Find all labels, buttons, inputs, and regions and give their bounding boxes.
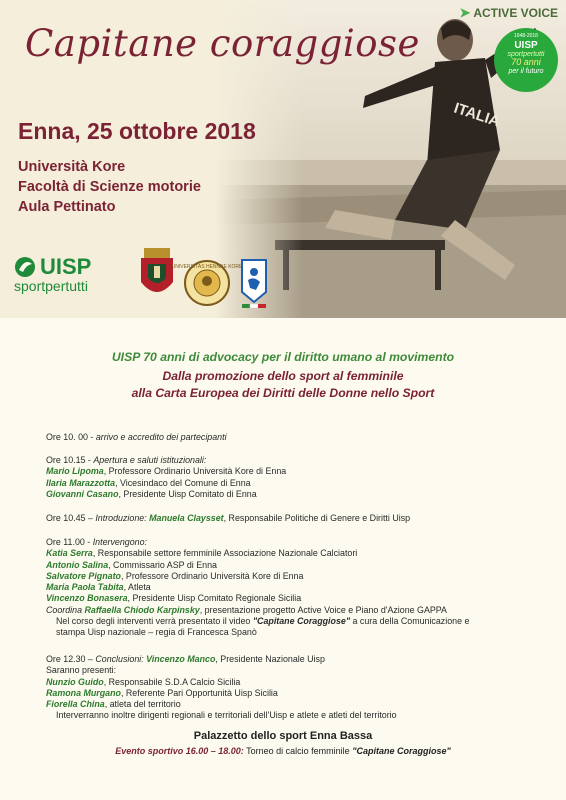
- video-note: Nel corso degli interventi verrà presentato il video "Capitane Coraggiose" a cura della Comunicazione e: [56, 616, 470, 627]
- uisp-leaf-icon: [14, 256, 36, 278]
- speaker-line: Salvatore Pignato, Professore Ordinario Università Kore di Enna: [46, 570, 304, 581]
- header-banner: [0, 0, 566, 318]
- speaker-line: Ramona Murgano, Referente Pari Opportunità Uisp Sicilia: [46, 687, 278, 698]
- speaker-line: Maria Paola Tabita, Atleta: [46, 582, 151, 593]
- tagline: UISP 70 anni di advocacy per il diritto umano al movimento: [111, 350, 455, 364]
- speaker-line: Ilaria Marazzotta, Vicesindaco del Comune di Enna: [46, 477, 251, 488]
- active-voice-logo: ➤ ACTIVE VOICE: [459, 5, 558, 20]
- speaker-line: Antonio Salina, Commissario ASP di Enna: [46, 559, 217, 570]
- speaker-line: Katia Serra, Responsabile settore femminile Associazione Nazionale Calciatori: [46, 548, 358, 559]
- content: [0, 318, 566, 402]
- program-block-arrival: Ore 10. 00 - arrivo e accredito dei partecipanti: [46, 432, 227, 442]
- video-note-credit: stampa Uisp nazionale – regia di Francesca Spanò: [56, 627, 257, 638]
- uisp-logo: UISP sportpertutti: [14, 254, 92, 294]
- speaker-line: Nunzio Guido, Responsabile S.D.A Calcio Sicilia: [46, 676, 241, 687]
- coordinator-line: Coordina Raffaella Chiodo Karpinsky, presentazione progetto Active Voice e Piano d'Azione GAPPA: [46, 604, 447, 615]
- uisp-70-anni-badge: 1948-2018 UISP sportpertutti 70 anni per il futuro: [494, 28, 558, 92]
- speaker-line: Fiorella China, atleta del territorio: [46, 699, 181, 710]
- active-voice-mark-icon: ➤: [459, 5, 471, 20]
- svg-text:UNIVERSITAS HENNAE KORE: UNIVERSITAS HENNAE KORE: [171, 264, 243, 270]
- program-block-introduction: Ore 10.45 – Introduzione: Manuela Claysset, Responsabile Politiche di Genere e Diritti Uisp: [46, 513, 411, 523]
- universita-kore-seal-icon: [171, 260, 243, 306]
- figc-logo-icon: [236, 258, 272, 310]
- speaker-line: Vincenzo Bonasera, Presidente Uisp Comitato Regionale Sicilia: [46, 593, 302, 604]
- program-block-conclusions: Ore 12.30 – Conclusioni: Vincenzo Manco, Presidente Nazionale Uisp Saranno presenti: Nunzio Guido, Responsabile S.D.A Calcio Sicilia Ramona Murgano, Referente Pari Opportunità Uisp Sicilia Fiorella China, atleta del territorio Interverranno inoltre dirigenti regionali e territoriali dell'Uisp e atlete e atleti del territorio: [46, 654, 546, 722]
- event-title: Capitane coraggiose: [25, 22, 420, 65]
- program-block-welcome: Ore 10.15 - Apertura e saluti istituzionali: Mario Lipoma, Professore Ordinario Università Kore di Enna Ilaria Marazzotta, Vicesindaco del Comune di Enna Giovanni Casano, Presidente Uisp Comitato di Enna: [46, 455, 546, 500]
- enna-crest-icon: [138, 248, 176, 302]
- venue-line: Aula Pettinato: [18, 199, 116, 215]
- subtagline: Dalla promozione dello sport al femminile alla Carta Europea dei Diritti delle Donne nello Sport: [131, 369, 435, 400]
- present-label: Saranno presenti:: [46, 665, 117, 676]
- venue-line: Facoltà di Scienze motorie: [18, 179, 201, 195]
- program-block-speakers: Ore 11.00 - Intervengono: Katia Serra, Responsabile settore femminile Associazione Nazionale Calciatori Antonio Salina, Commissario ASP di Enna Salvatore Pignato, Professore Ordinario Università Kore di Enna Maria Paola Tabita, Atleta Vincenzo Bonasera, Presidente Uisp Comitato Regionale Sicilia Coordina Raffaella Chiodo Karpinsky, presentazione progetto Active Voice e Piano d'Azione GAPPA Nel corso degli interventi verrà presentato il video "Capitane Coraggiose" a cura della Comunicazione e stampa Uisp nazionale – regia di Francesca Spanò: [46, 537, 546, 639]
- venue-block: [18, 157, 201, 217]
- event-date: Enna, 25 ottobre 2018: [18, 118, 256, 144]
- speaker-line: Giovanni Casano, Presidente Uisp Comitato di Enna: [46, 488, 257, 499]
- speaker-line: Mario Lipoma, Professore Ordinario Università Kore di Enna: [46, 466, 287, 477]
- footer-venue: Palazzetto dello sport Enna Bassa: [193, 730, 373, 742]
- closing-note: Interverranno inoltre dirigenti regionali e territoriali dell'Uisp e atlete e atleti del territorio: [56, 710, 397, 721]
- footer-event: Evento sportivo 16.00 – 18.00: Torneo di calcio femminile "Capitane Coraggiose": [115, 746, 451, 756]
- venue-line: Università Kore: [18, 159, 126, 175]
